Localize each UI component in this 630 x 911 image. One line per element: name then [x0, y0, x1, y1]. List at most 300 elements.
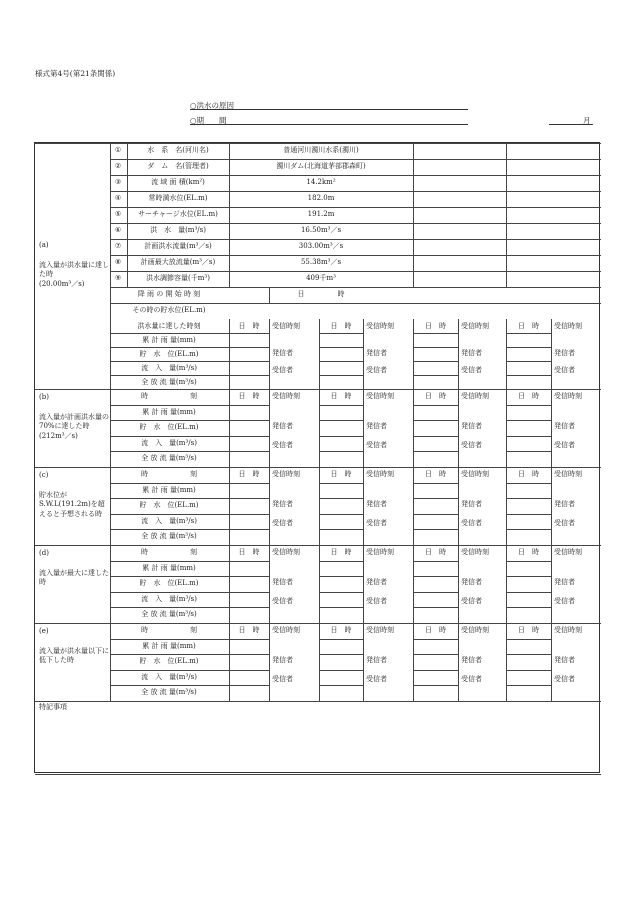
received-time-label: 受信時刻: [554, 470, 582, 478]
grid-line-h: [229, 436, 269, 437]
row-label-time: 時 刻: [141, 392, 197, 400]
day-hour-label: 日 時: [238, 626, 260, 634]
grid-line-h: [110, 287, 601, 288]
grid-line-v: [319, 319, 320, 389]
sender-label: 発信者: [272, 656, 293, 664]
grid-line-h: [229, 347, 269, 348]
grid-line-h: [110, 514, 229, 515]
grid-line-h: [110, 576, 229, 577]
grid-line-v: [363, 467, 364, 545]
grid-line-v: [551, 467, 552, 545]
grid-line-v: [363, 623, 364, 701]
grid-line-h: [506, 670, 551, 671]
row-label-measure: 貯 水 位(EL.m): [139, 501, 199, 509]
grid-line-h: [319, 670, 363, 671]
grid-line-h: [229, 654, 269, 655]
item-number: ③: [114, 178, 122, 186]
day-hour-label: 日 時: [425, 626, 446, 634]
received-time-label: 受信時刻: [554, 392, 582, 400]
section-condition-label: (e) 流入量が洪水量以下に低下した時: [39, 627, 109, 665]
grid-line-h: [110, 375, 229, 376]
grid-line-v: [458, 623, 459, 701]
grid-line-h: [110, 670, 229, 671]
grid-line-h: [229, 561, 269, 562]
remarks-label: 特記事項: [39, 703, 67, 711]
receiver-label: 受信者: [461, 597, 482, 605]
receiver-label: 受信者: [461, 366, 482, 374]
sender-label: 発信者: [461, 349, 482, 357]
item-value: 濁川ダム(北海道茅部郡森町): [276, 162, 366, 170]
grid-line-v: [506, 623, 507, 701]
receiver-label: 受信者: [366, 675, 387, 683]
receiver-label: 受信者: [272, 519, 293, 527]
grid-line-h: [110, 255, 601, 256]
grid-line-h: [319, 347, 363, 348]
grid-line-v: [363, 389, 364, 467]
grid-line-v: [413, 319, 414, 389]
receiver-label: 受信者: [554, 366, 575, 374]
grid-line-h: [319, 333, 363, 334]
grid-line-h: [506, 639, 551, 640]
receiver-label: 受信者: [366, 519, 387, 527]
row-label-measure: 累 計 雨 量(mm): [142, 336, 196, 344]
received-time-label: 受信時刻: [272, 548, 300, 556]
sender-label: 発信者: [461, 422, 482, 430]
grid-line-v: [458, 389, 459, 467]
grid-line-h: [413, 347, 458, 348]
grid-line-v: [229, 545, 230, 623]
grid-line-h: [506, 361, 551, 362]
grid-line-h: [413, 529, 458, 530]
grid-line-h: [319, 654, 363, 655]
grid-line-h: [110, 639, 229, 640]
receiver-label: 受信者: [272, 597, 293, 605]
day-hour-label: 日 時: [425, 470, 446, 478]
grid-line-h: [110, 654, 229, 655]
grid-line-v: [110, 143, 111, 701]
grid-line-h: [229, 529, 269, 530]
grid-line-h: [413, 333, 458, 334]
grid-line-v: [269, 389, 270, 467]
grid-line-v: [413, 389, 414, 467]
grid-line-v: [269, 623, 270, 701]
grid-line-h: [110, 529, 229, 530]
row-label-measure: 累 計 雨 量(mm): [142, 408, 196, 416]
grid-line-h: [319, 514, 363, 515]
grid-line-h: [506, 607, 551, 608]
day-hour-label: 日 時: [518, 626, 539, 634]
received-time-label: 受信時刻: [366, 322, 394, 330]
sender-label: 発信者: [554, 500, 575, 508]
grid-line-h: [506, 685, 551, 686]
grid-line-h: [506, 347, 551, 348]
grid-line-h: [229, 576, 269, 577]
item-number: ⑥: [114, 226, 122, 234]
grid-line-h: [229, 375, 269, 376]
grid-line-h: [110, 271, 601, 272]
receiver-label: 受信者: [461, 519, 482, 527]
grid-line-h: [110, 223, 601, 224]
section-condition-label: (a) 流入量が洪水量に達した時 (20.00m³／s): [39, 241, 109, 289]
sender-label: 発信者: [272, 422, 293, 430]
received-time-label: 受信時刻: [366, 626, 394, 634]
grid-line-v: [127, 143, 128, 287]
grid-line-h: [319, 405, 363, 406]
sender-label: 発信者: [366, 500, 387, 508]
item-number: ④: [114, 194, 122, 202]
grid-line-h: [413, 654, 458, 655]
grid-line-h: [319, 498, 363, 499]
grid-line-h: [506, 529, 551, 530]
grid-line-h: [110, 405, 229, 406]
received-time-label: 受信時刻: [366, 392, 394, 400]
grid-line-h: [35, 774, 601, 775]
grid-line-v: [269, 319, 270, 389]
item-value: 普通河川濁川水系(濁川): [283, 146, 359, 154]
day-hour-label: 日 時: [518, 548, 539, 556]
grid-line-h: [319, 561, 363, 562]
grid-line-h: [413, 436, 458, 437]
grid-line-h: [506, 451, 551, 452]
grid-line-v: [458, 467, 459, 545]
grid-line-v: [506, 389, 507, 467]
received-time-label: 受信時刻: [461, 548, 489, 556]
grid-line-v: [506, 545, 507, 623]
grid-line-h: [110, 561, 229, 562]
grid-line-h: [110, 191, 601, 192]
grid-line-h: [35, 389, 601, 390]
received-time-label: 受信時刻: [366, 470, 394, 478]
grid-line-h: [506, 405, 551, 406]
day-hour-label: 日 時: [518, 322, 539, 330]
grid-line-h: [110, 498, 229, 499]
grid-line-h: [506, 654, 551, 655]
grid-line-v: [319, 467, 320, 545]
day-hour-label: 日 時: [425, 392, 446, 400]
row-label-measure: 全 放 流 量(m³/s): [141, 532, 197, 540]
grid-line-v: [551, 623, 552, 701]
grid-line-h: [319, 451, 363, 452]
item-value: 16.50m³／s: [300, 226, 342, 234]
row-label-measure: 全 放 流 量(m³/s): [141, 454, 197, 462]
item-label: 水 系 名(河川名): [147, 146, 209, 154]
day-hour-label: 日 時: [238, 322, 260, 330]
grid-line-h: [413, 451, 458, 452]
item-label: 洪 水 量(m³/s): [150, 226, 206, 234]
receiver-label: 受信者: [554, 675, 575, 683]
sender-label: 発信者: [461, 578, 482, 586]
received-time-label: 受信時刻: [554, 626, 582, 634]
section-condition-label: (b) 流入量が計画洪水量の70%に達した時 (212m³／s): [39, 393, 109, 441]
storage-then-label: その時の貯水位(EL.m): [132, 306, 206, 314]
sender-label: 発信者: [554, 422, 575, 430]
grid-line-h: [229, 333, 269, 334]
grid-line-h: [319, 436, 363, 437]
sender-label: 発信者: [461, 656, 482, 664]
rain-start-day: 日: [297, 290, 305, 298]
grid-line-h: [110, 483, 229, 484]
grid-line-h: [110, 175, 601, 176]
flood-cause-underline: [190, 109, 468, 110]
row-label-measure: 貯 水 位(EL.m): [139, 350, 199, 358]
row-label-measure: 全 放 流 量(m³/s): [141, 378, 197, 386]
grid-line-h: [413, 685, 458, 686]
row-label-measure: 流 入 量(m³/s): [141, 364, 197, 372]
item-value: 182.0m: [307, 194, 335, 202]
row-label-measure: 全 放 流 量(m³/s): [141, 610, 197, 618]
flood-report-table: [34, 142, 600, 773]
grid-line-h: [110, 685, 229, 686]
receiver-label: 受信者: [554, 597, 575, 605]
item-number: ⑤: [114, 210, 122, 218]
grid-line-v: [413, 467, 414, 545]
row-label-measure: 流 入 量(m³/s): [141, 517, 197, 525]
period-label: ○期 間: [190, 116, 227, 125]
received-time-label: 受信時刻: [272, 392, 300, 400]
grid-line-h: [413, 361, 458, 362]
rain-start-hour: 時: [337, 290, 345, 298]
grid-line-h: [110, 239, 601, 240]
grid-line-h: [110, 333, 229, 334]
grid-line-h: [35, 623, 601, 624]
grid-line-v: [269, 287, 270, 303]
grid-line-h: [413, 483, 458, 484]
grid-line-v: [551, 389, 552, 467]
day-hour-label: 日 時: [330, 626, 352, 634]
grid-line-v: [413, 623, 414, 701]
item-number: ⑦: [114, 242, 122, 250]
grid-line-h: [229, 498, 269, 499]
day-hour-label: 日 時: [425, 548, 446, 556]
receiver-label: 受信者: [366, 366, 387, 374]
grid-line-v: [229, 623, 230, 701]
received-time-label: 受信時刻: [554, 548, 582, 556]
row-label-measure: 貯 水 位(EL.m): [139, 657, 199, 665]
grid-line-v: [363, 545, 364, 623]
grid-line-h: [229, 483, 269, 484]
grid-line-h: [229, 670, 269, 671]
grid-line-h: [35, 701, 601, 702]
grid-line-v: [506, 467, 507, 545]
sender-label: 発信者: [366, 422, 387, 430]
day-hour-label: 日 時: [425, 322, 446, 330]
item-value: 303.00m³／s: [298, 242, 344, 250]
grid-line-h: [319, 420, 363, 421]
grid-line-h: [35, 143, 601, 144]
grid-line-h: [110, 207, 601, 208]
item-number: ①: [114, 146, 122, 154]
grid-line-h: [35, 545, 601, 546]
sender-label: 発信者: [366, 656, 387, 664]
item-value: 191.2m: [307, 210, 335, 218]
received-time-label: 受信時刻: [366, 548, 394, 556]
grid-line-h: [506, 375, 551, 376]
grid-line-h: [413, 498, 458, 499]
flood-cause-label: ○洪水の原因: [190, 101, 235, 110]
sender-label: 発信者: [554, 656, 575, 664]
receiver-label: 受信者: [461, 441, 482, 449]
received-time-label: 受信時刻: [272, 626, 300, 634]
grid-line-h: [110, 303, 601, 304]
grid-line-h: [229, 420, 269, 421]
grid-line-h: [110, 436, 229, 437]
grid-line-v: [363, 319, 364, 389]
row-label-time: 時 刻: [141, 548, 197, 556]
sender-label: 発信者: [272, 578, 293, 586]
receiver-label: 受信者: [272, 441, 293, 449]
grid-line-v: [551, 545, 552, 623]
grid-line-v: [458, 319, 459, 389]
row-label-measure: 全 放 流 量(m³/s): [141, 688, 197, 696]
row-label-measure: 流 入 量(m³/s): [141, 439, 197, 447]
grid-line-v: [458, 545, 459, 623]
sender-label: 発信者: [272, 349, 293, 357]
grid-line-h: [110, 420, 229, 421]
day-hour-label: 日 時: [518, 392, 539, 400]
receiver-label: 受信者: [272, 675, 293, 683]
month-label: 月: [583, 116, 591, 125]
sender-label: 発信者: [366, 349, 387, 357]
rain-start-label: 降 雨 の 開 始 時 刻: [137, 290, 201, 298]
grid-line-h: [413, 592, 458, 593]
grid-line-h: [110, 347, 229, 348]
item-label: 常時満水位(EL.m): [148, 194, 208, 202]
grid-line-h: [413, 670, 458, 671]
item-label: 計画洪水流量(m³／s): [144, 242, 212, 250]
item-value: 55.38m³／s: [300, 258, 342, 266]
grid-line-h: [413, 639, 458, 640]
grid-line-v: [413, 545, 414, 623]
receiver-label: 受信者: [554, 441, 575, 449]
day-hour-label: 日 時: [330, 548, 352, 556]
grid-line-v: [269, 545, 270, 623]
grid-line-v: [319, 545, 320, 623]
receiver-label: 受信者: [272, 366, 293, 374]
grid-line-h: [110, 451, 229, 452]
grid-line-h: [506, 436, 551, 437]
row-label-measure: 流 入 量(m³/s): [141, 595, 197, 603]
grid-line-h: [229, 639, 269, 640]
row-label-measure: 累 計 雨 量(mm): [142, 486, 196, 494]
grid-line-h: [413, 561, 458, 562]
grid-line-h: [319, 576, 363, 577]
received-time-label: 受信時刻: [554, 322, 582, 330]
received-time-label: 受信時刻: [272, 322, 300, 330]
grid-line-v: [319, 389, 320, 467]
grid-line-h: [35, 467, 601, 468]
form-number: 様式第4号(第21条関係): [35, 69, 116, 78]
section-condition-label: (d) 流入量が最大に達した時: [39, 549, 109, 587]
grid-line-h: [413, 420, 458, 421]
grid-line-h: [413, 514, 458, 515]
item-value: 409千m³: [306, 274, 336, 282]
grid-line-h: [110, 592, 229, 593]
item-value: 14.2km²: [306, 178, 336, 186]
receiver-label: 受信者: [554, 519, 575, 527]
grid-line-v: [551, 319, 552, 389]
grid-line-h: [229, 685, 269, 686]
day-hour-label: 日 時: [330, 470, 352, 478]
sender-label: 発信者: [366, 578, 387, 586]
grid-line-h: [506, 498, 551, 499]
grid-line-h: [110, 361, 229, 362]
day-hour-label: 日 時: [518, 470, 539, 478]
grid-line-h: [319, 685, 363, 686]
received-time-label: 受信時刻: [272, 470, 300, 478]
received-time-label: 受信時刻: [461, 392, 489, 400]
grid-line-h: [506, 333, 551, 334]
received-time-label: 受信時刻: [461, 626, 489, 634]
row-label-measure: 累 計 雨 量(mm): [142, 564, 196, 572]
item-label: 流 域 面 積(km²): [151, 178, 205, 186]
day-hour-label: 日 時: [238, 548, 260, 556]
grid-line-v: [506, 143, 507, 287]
grid-line-v: [506, 319, 507, 389]
grid-line-h: [506, 420, 551, 421]
item-label: 洪水調節容量(千m³): [146, 274, 210, 282]
day-hour-label: 日 時: [238, 392, 260, 400]
grid-line-h: [319, 361, 363, 362]
grid-line-h: [506, 561, 551, 562]
grid-line-v: [229, 467, 230, 545]
grid-line-h: [413, 375, 458, 376]
grid-line-h: [413, 576, 458, 577]
sender-label: 発信者: [272, 500, 293, 508]
receiver-label: 受信者: [366, 597, 387, 605]
sender-label: 発信者: [554, 578, 575, 586]
grid-line-h: [319, 592, 363, 593]
grid-line-h: [229, 607, 269, 608]
grid-line-h: [413, 607, 458, 608]
day-hour-label: 日 時: [330, 392, 352, 400]
grid-line-h: [110, 159, 601, 160]
grid-line-h: [506, 514, 551, 515]
item-number: ⑧: [114, 258, 122, 266]
grid-line-h: [506, 483, 551, 484]
day-hour-label: 日 時: [330, 322, 352, 330]
sender-label: 発信者: [461, 500, 482, 508]
row-label-time: 時 刻: [141, 626, 197, 634]
section-condition-label: (c) 貯水位がS.W.L(191.2m)を超えると予想される時: [39, 471, 105, 519]
row-label-measure: 流 入 量(m³/s): [141, 673, 197, 681]
item-label: サーチャージ水位(EL.m): [138, 210, 218, 218]
sender-label: 発信者: [554, 349, 575, 357]
grid-line-h: [506, 592, 551, 593]
grid-line-v: [229, 143, 230, 287]
grid-line-h: [319, 607, 363, 608]
day-hour-label: 日 時: [238, 470, 260, 478]
grid-line-h: [319, 639, 363, 640]
item-number: ⑨: [114, 274, 122, 282]
grid-line-h: [110, 607, 229, 608]
grid-line-v: [229, 389, 230, 467]
row-label-time: 洪水量に達した時刻: [137, 322, 201, 330]
grid-line-h: [319, 375, 363, 376]
grid-line-v: [319, 623, 320, 701]
received-time-label: 受信時刻: [461, 322, 489, 330]
received-time-label: 受信時刻: [461, 470, 489, 478]
row-label-measure: 貯 水 位(EL.m): [139, 423, 199, 431]
grid-line-h: [229, 592, 269, 593]
row-label-time: 時 刻: [141, 470, 197, 478]
receiver-label: 受信者: [366, 441, 387, 449]
receiver-label: 受信者: [461, 675, 482, 683]
row-label-measure: 貯 水 位(EL.m): [139, 579, 199, 587]
grid-line-h: [229, 451, 269, 452]
grid-line-h: [229, 405, 269, 406]
grid-line-h: [506, 576, 551, 577]
item-label: 計画最大放流量(m³／s): [140, 258, 216, 266]
